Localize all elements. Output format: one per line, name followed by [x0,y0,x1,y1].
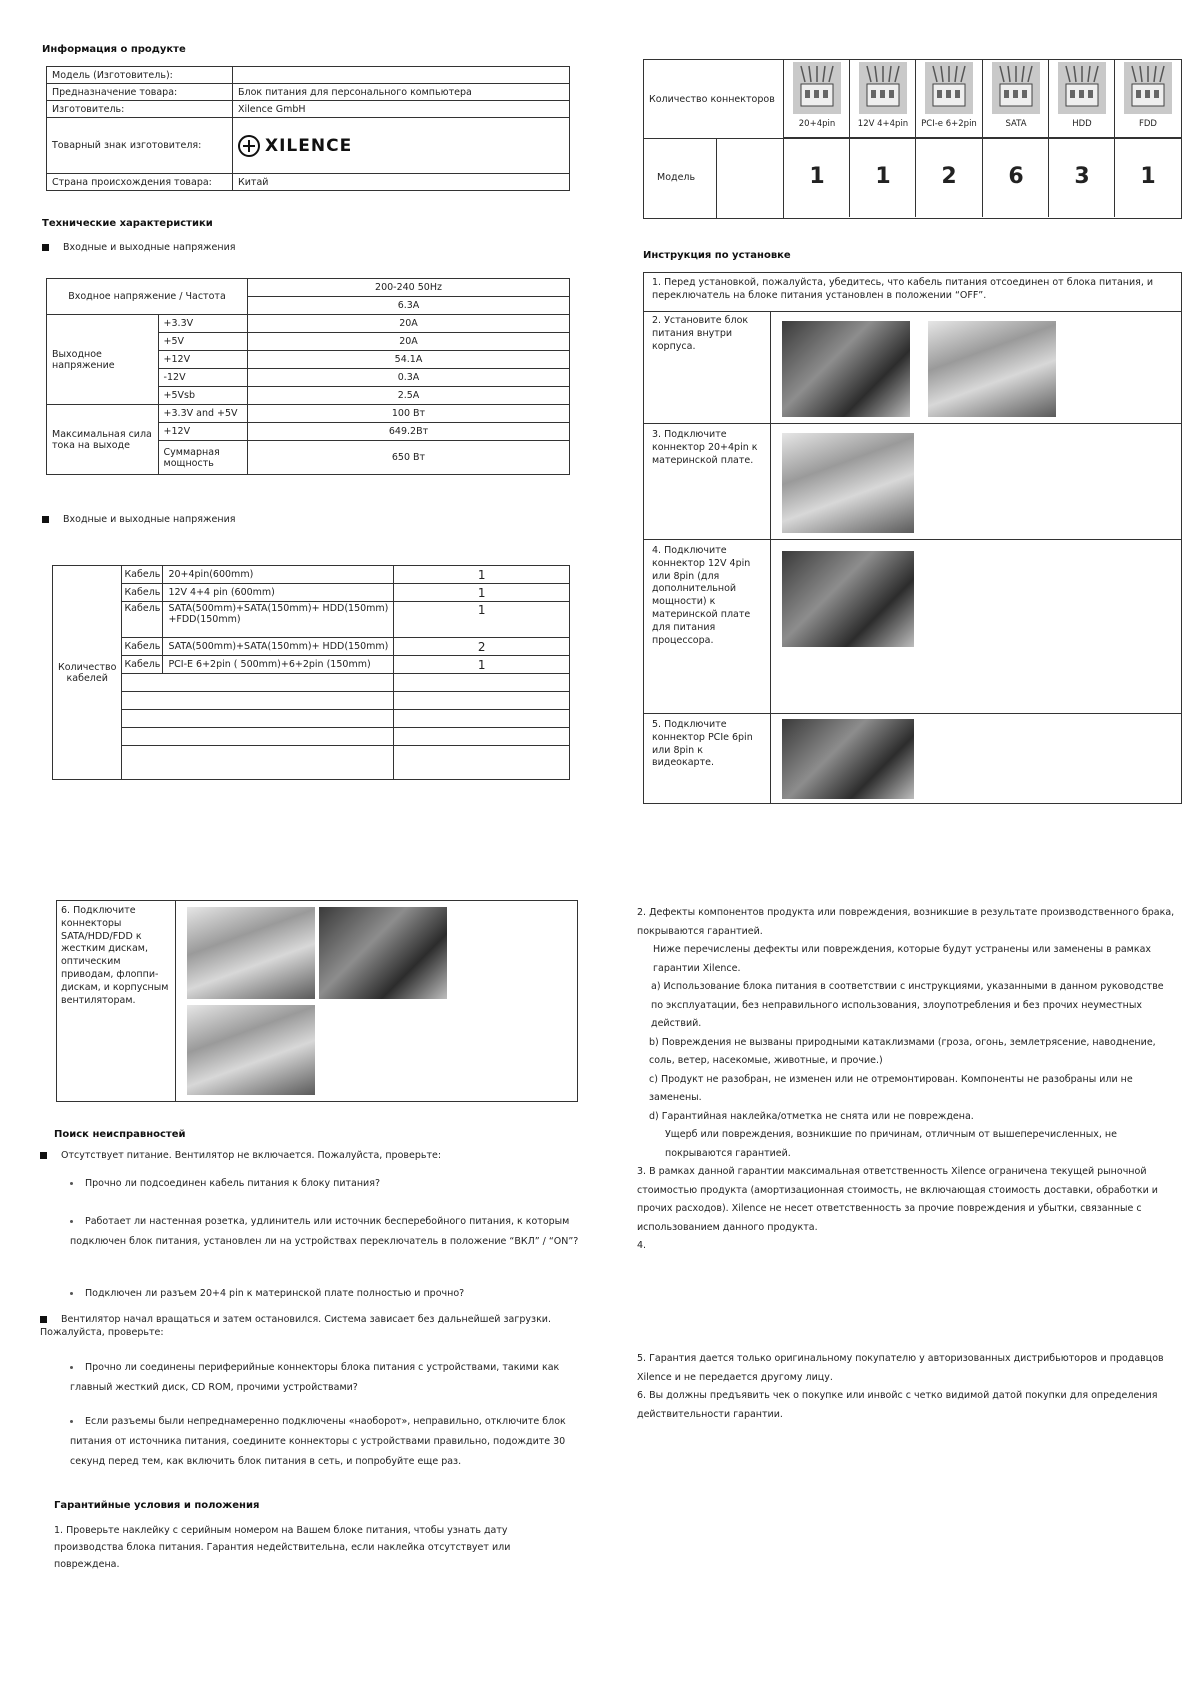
table-cell: 1 [394,584,570,602]
table-cell [122,674,394,692]
dot-icon [70,1292,73,1295]
voltage-table [46,278,570,475]
table-cell: Количество кабелей [53,566,122,780]
table-cell: Товарный знак изготовителя: [47,118,233,174]
connector-column [982,59,1049,217]
table-cell [394,674,570,692]
install-photo [187,1005,315,1095]
connector-name: HDD [1072,119,1092,129]
table-cell: +5Vsb [158,387,247,405]
dot-icon [70,1366,73,1369]
divider [1049,137,1115,138]
table-cell: 1 [394,566,570,584]
trouble-item-text: Подключен ли разъем 20+4 pin к материнской плате полностью и прочно? [85,1288,465,1299]
table-cell: -12V [158,369,247,387]
table-cell: Суммарная мощность [158,441,247,475]
table-cell [394,728,570,746]
divider [916,137,982,138]
install-step5: 5. Подключите коннектор PCIe 6pin или 8pin к видеокарте. [652,719,753,769]
tech-heading: Технические характеристики [42,218,213,229]
table-cell: Кабель [122,566,163,584]
divider [850,137,916,138]
table-cell: Модель (Изготовитель): [47,67,233,84]
install-step2: 2. Установите блок питания внутри корпуса. [652,315,749,352]
install-photo [782,551,914,647]
table-cell: 2.5A [248,387,570,405]
table-cell [233,67,570,84]
divider [175,901,176,1101]
divider [983,137,1049,138]
dot-icon [70,1182,73,1185]
connector-count: 1 [875,164,891,189]
divider [644,311,1181,312]
warranty-heading: Гарантийные условия и положения [54,1500,260,1511]
table-cell: Xilence GmbH [233,101,570,118]
table-cell [394,746,570,780]
install-step6-box [56,900,578,1102]
table-cell: Изготовитель: [47,101,233,118]
logo-cell [233,118,570,174]
bullet-icon [42,244,49,251]
trouble-item-text: Прочно ли подсоединен кабель питания к блоку питания? [85,1178,380,1189]
trouble-item [70,1358,580,1398]
table-cell: 649.2Вт [248,423,570,441]
table-cell: PCI-E 6+2pin ( 500mm)+6+2pin (150mm) [163,656,394,674]
table-cell: 2 [394,638,570,656]
logo-text: XILENCE [265,135,353,156]
install-photo [782,719,914,799]
table-cell: 200-240 50Hz [248,279,570,297]
warranty-p2b: Ниже перечислены дефекты или повреждения, которые будут устранены или заменены в рамках гарантии Xilence. [653,944,1152,974]
eps-connector-icon [859,62,907,114]
connector-column [1114,59,1181,217]
trouble-item-text: Если разъемы были непреднамеренно подключены «наоборот», неправильно, отключите блок питания от источника питания, соедините коннекторы с устройствами правильно, подождите 30 секунд перед тем, как включить блок питания в сеть, и попробуйте еще раз. [70,1416,566,1467]
connector-name: 12V 4+4pin [857,119,909,129]
tech-sub2 [42,514,235,527]
connector-column [915,59,982,217]
install-photo [319,907,447,999]
tech-sub1 [42,242,235,255]
plus-circle-icon [238,135,260,157]
divider [644,713,1181,714]
trouble-item-text: Прочно ли соединены периферийные коннекторы блока питания с устройствами, такими как главный жесткий диск, CD ROM, прочими устройствами? [70,1362,560,1393]
warranty-right [637,904,1177,1256]
table-cell: 12V 4+4 pin (600mm) [163,584,394,602]
warranty-p2a: а) Использование блока питания в соответствии с инструкциями, указанными в данном руководстве по эксплуатации, без неправильного использования, злоупотребления и без прочих неуместных действий. [651,981,1164,1030]
table-cell: Блок питания для персонального компьютера [233,84,570,101]
table-cell: 1 [394,656,570,674]
install-table [643,272,1182,804]
warranty-p4: 4. [637,1240,647,1252]
table-cell: 6.3A [248,297,570,315]
install-photo [928,321,1056,417]
table-cell: +12V [158,351,247,369]
table-cell: Выходное напряжение [47,315,159,405]
warranty-p2bb: b) Повреждения не вызваны природными катаклизмами (гроза, огонь, землетрясение, наводнение, соль, ветер, насекомые, животные, и прочие.) [649,1036,1156,1067]
table-cell: 20A [248,315,570,333]
warranty-p2e: Ущерб или повреждения, возникшие по причинам, отличным от вышеперечисленных, не покрываются гарантией. [665,1129,1117,1159]
dot-icon [70,1420,73,1423]
trouble-heading: Поиск неисправностей [54,1129,186,1140]
trouble-b2-text: Вентилятор начал вращаться и затем остановился. Система зависает без дальнейшей загрузки. Пожалуйста, проверьте: [40,1314,552,1338]
install-step3: 3. Подключите коннектор 20+4pin к материнской плате. [652,429,758,466]
divider [644,423,1181,424]
bullet-icon [40,1152,47,1159]
table-cell: +5V [158,333,247,351]
table-cell: +3.3V [158,315,247,333]
table-cell: 100 Вт [248,405,570,423]
dot-icon [70,1220,73,1223]
table-cell: 20+4pin(600mm) [163,566,394,584]
table-cell: 20A [248,333,570,351]
table-cell: 1 [394,602,570,638]
connector-column [1048,59,1115,217]
install-photo [782,321,910,417]
table-cell: 0.3A [248,369,570,387]
table-cell [122,728,394,746]
fdd-connector-icon [1124,62,1172,114]
warranty-right-2 [637,1350,1177,1424]
install-photo [782,433,914,533]
table-cell: Страна происхождения товара: [47,174,233,191]
trouble-b1 [40,1150,580,1163]
trouble-item [70,1288,580,1301]
pcie-connector-icon [925,62,973,114]
warranty-p2d: d) Гарантийная наклейка/отметка не снята или не повреждена. [649,1110,974,1122]
table-cell: Кабель [122,638,163,656]
trouble-item [70,1412,580,1472]
warranty-p3: 3. В рамках данной гарантии максимальная ответственность Xilence ограничена текущей рыночной стоимостью продукта (амортизационная стоимость, не включающая стоимость доставки, обработки и прочих расходов). Xilence не несет ответственность за прочие повреждения и убытки, связанные с использованием данного продукта. [637,1166,1158,1233]
divider [770,311,771,803]
tech-sub2-text: Входные и выходные напряжения [63,514,236,525]
connector-count: 1 [1140,164,1156,189]
table-cell: Кабель [122,584,163,602]
cable-table [52,565,570,780]
molex-connector-icon [1058,62,1106,114]
install-step6: 6. Подключите коннекторы SATA/HDD/FDD к жестким дискам, оптическим приводам, флоппи-дискам, и корпусным вентиляторам. [61,905,169,1006]
bullet-icon [40,1316,47,1323]
table-cell: Предназначение товара: [47,84,233,101]
trouble-item [70,1178,580,1191]
install-photo [187,907,315,999]
product-info-table [46,66,570,191]
connector-count: 2 [941,164,957,189]
table-cell: 54.1A [248,351,570,369]
install-step1: 1. Перед установкой, пожалуйста, убедитесь, что кабель питания отсоединен от блока питания, и переключатель на блоке питания установлен в положении “OFF”. [652,277,1154,301]
table-cell: SATA(500mm)+SATA(150mm)+ HDD(150mm) [163,638,394,656]
connector-count: 6 [1008,164,1024,189]
connector-name: FDD [1139,119,1157,129]
connector-count: 1 [809,164,825,189]
table-cell: SATA(500mm)+SATA(150mm)+ HDD(150mm) +FDD(150mm) [163,602,394,638]
table-cell: +12V [158,423,247,441]
trouble-b1-text: Отсутствует питание. Вентилятор не включается. Пожалуйста, проверьте: [61,1150,442,1161]
sata-connector-icon [992,62,1040,114]
warranty-p2c: c) Продукт не разобран, не изменен или не отремонтирован. Компоненты не разобраны или не заменены. [649,1073,1133,1104]
warranty-p1: 1. Проверьте наклейку с серийным номером на Вашем блоке питания, чтобы узнать дату производства блока питания. Гарантия недействительна, если наклейка отсутствует или повреждена. [54,1525,511,1571]
divider [644,539,1181,540]
install-step4: 4. Подключите коннектор 12V 4pin или 8pin (для дополнительной мощности) к материнской плате для питания процессора. [652,545,751,646]
divider [784,137,850,138]
product-info-heading: Информация о продукте [42,44,186,55]
table-cell [394,692,570,710]
table-cell: 650 Вт [248,441,570,475]
connector-column [849,59,916,217]
connector-name: 20+4pin [798,119,836,129]
connector-column [783,59,850,217]
xilence-logo [238,135,564,157]
table-cell: Китай [233,174,570,191]
table-cell [122,746,394,780]
warranty-p2: 2. Дефекты компонентов продукта или повреждения, возникшие в результате производственного брака, покрываются гарантией. [637,907,1175,937]
table-cell: +3.3V and +5V [158,405,247,423]
model-label: Модель [657,172,696,183]
connector-name: PCI-e 6+2pin [921,119,977,129]
atx-connector-icon [793,62,841,114]
table-cell [394,710,570,728]
table-cell: Кабель [122,656,163,674]
bullet-icon [42,516,49,523]
table-cell: Максимальная сила тока на выходе [47,405,159,475]
table-cell [122,710,394,728]
connector-name: SATA [1005,119,1027,129]
table-cell: Кабель [122,602,163,638]
install-heading: Инструкция по установке [643,250,791,261]
connector-row-label: Количество коннекторов [649,94,775,105]
trouble-b2 [40,1314,580,1340]
divider [716,138,717,218]
divider [1115,137,1181,138]
warranty-p5: 5. Гарантия дается только оригинальному покупателю у авторизованных дистрибьюторов и продавцов Xilence и не передается другому лицу. [637,1353,1164,1383]
trouble-item-text: Работает ли настенная розетка, удлинитель или источник бесперебойного питания, к которым подключен блок питания, установлен ли на устройствах переключатель в положение “ВКЛ” / “ON”? [70,1216,579,1247]
connector-count: 3 [1074,164,1090,189]
table-cell [122,692,394,710]
warranty-p6: 6. Вы должны предъявить чек о покупке или инвойс с четко видимой датой покупки для определения действительности гарантии. [637,1390,1158,1420]
tech-sub1-text: Входные и выходные напряжения [63,242,236,253]
table-cell: Входное напряжение / Частота [47,279,248,315]
trouble-item [70,1212,580,1252]
